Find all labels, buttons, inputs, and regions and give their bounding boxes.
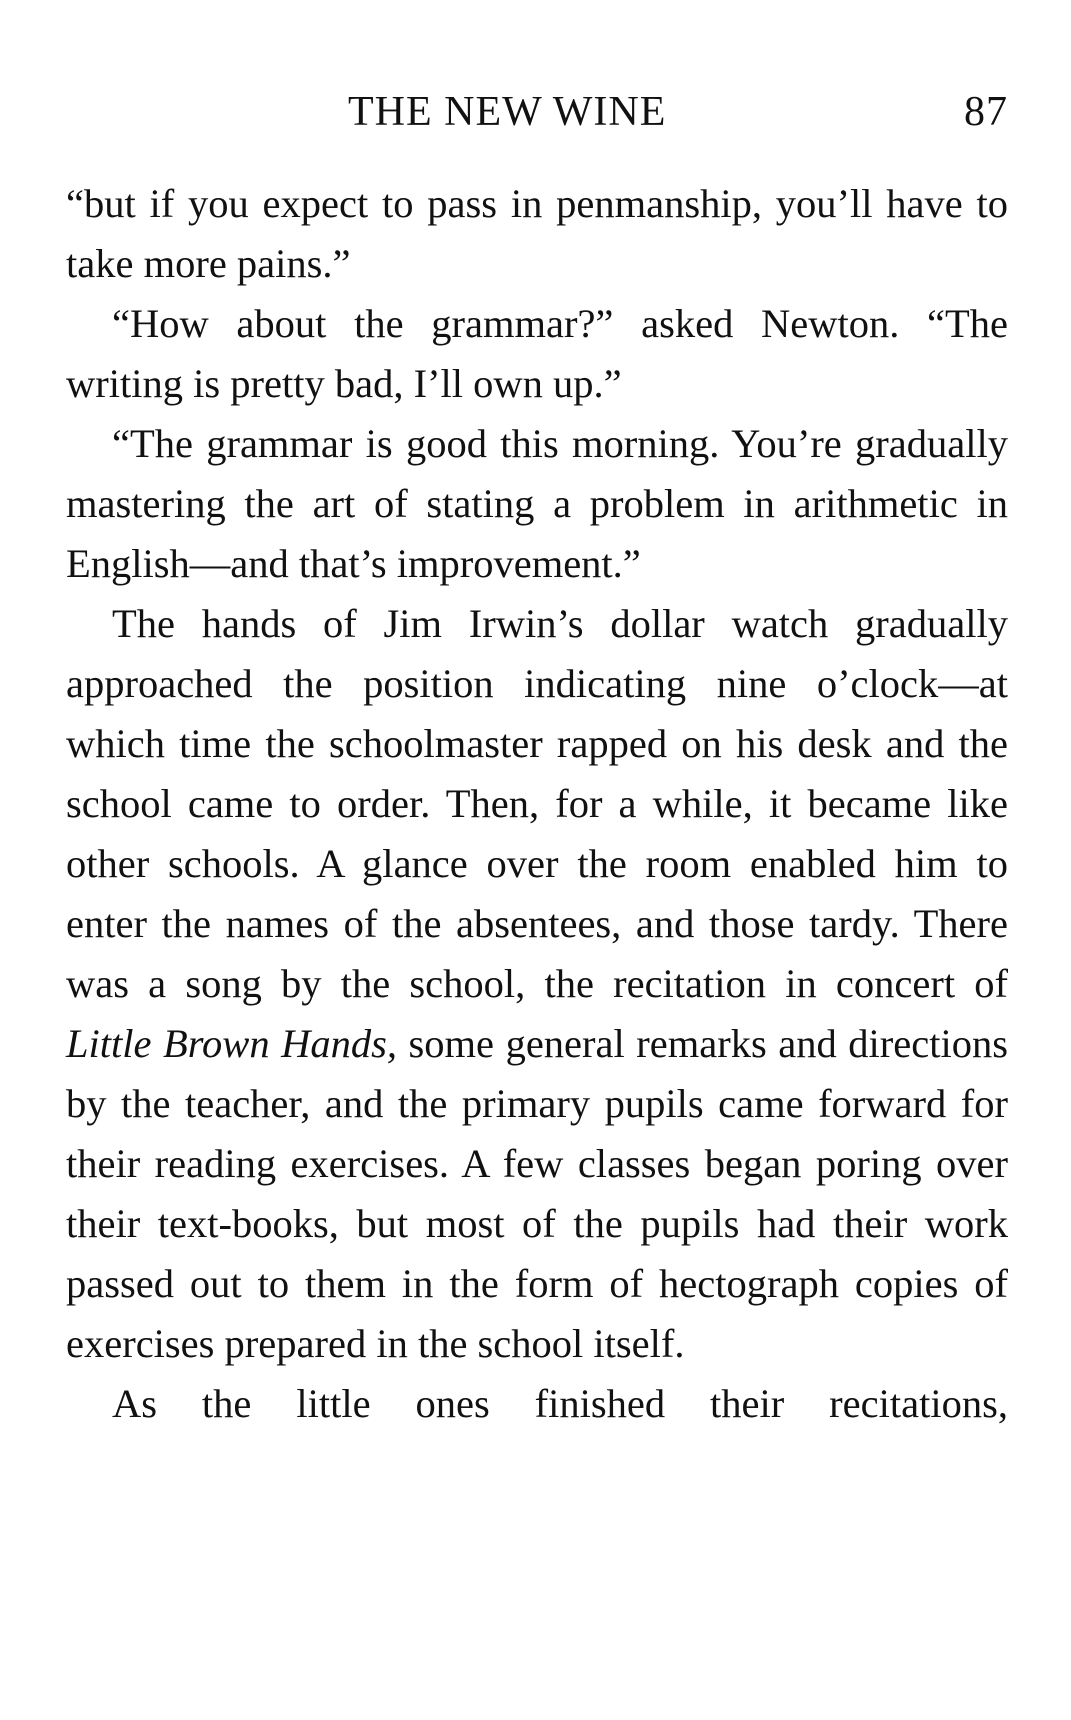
paragraph-text-after-italic: some general remarks and directions by the teacher, and the primary pupils came forward for their reading exercises. A few classes began poring over their text-books, but most of the pupils had their work passed out to them in the form of hectograph copies of exercises prepared in the school itself. bbox=[66, 1021, 1008, 1366]
running-title: THE NEW WINE bbox=[348, 89, 667, 135]
paragraph-recitations: As the little ones finished their recitations, bbox=[112, 1381, 1008, 1426]
paragraph-text-before-italic: The hands of Jim Irwin’s dollar watch gradually approached the position indicating nine o’clock—at which time the schoolmaster rapped on his desk and the school came to order. Then, for a while, it became like other schools. A glance over the room enabled him to enter the names of the absentees, and those tardy. There was a song by the school, the recitation in concert of bbox=[66, 601, 1008, 1006]
page-number: 87 bbox=[964, 89, 1008, 135]
italic-title-little-brown-hands: Little Brown Hands, bbox=[66, 1021, 397, 1066]
paragraph-newton-question: “How about the grammar?” asked Newton. “The writing is pretty bad, I’ll own up.” bbox=[66, 301, 1008, 406]
paragraph-grammar-reply: “The grammar is good this morning. You’re gradually mastering the art of stating a problem in arithmetic in English—and that’s improvement.” bbox=[66, 421, 1008, 586]
body-text bbox=[66, 174, 1008, 1434]
paragraph-continued: “but if you expect to pass in penmanship, you’ll have to take more pains.” bbox=[66, 181, 1008, 286]
running-head bbox=[66, 82, 1008, 142]
paragraph-school-morning bbox=[66, 594, 1008, 1374]
book-page bbox=[66, 82, 1008, 1434]
